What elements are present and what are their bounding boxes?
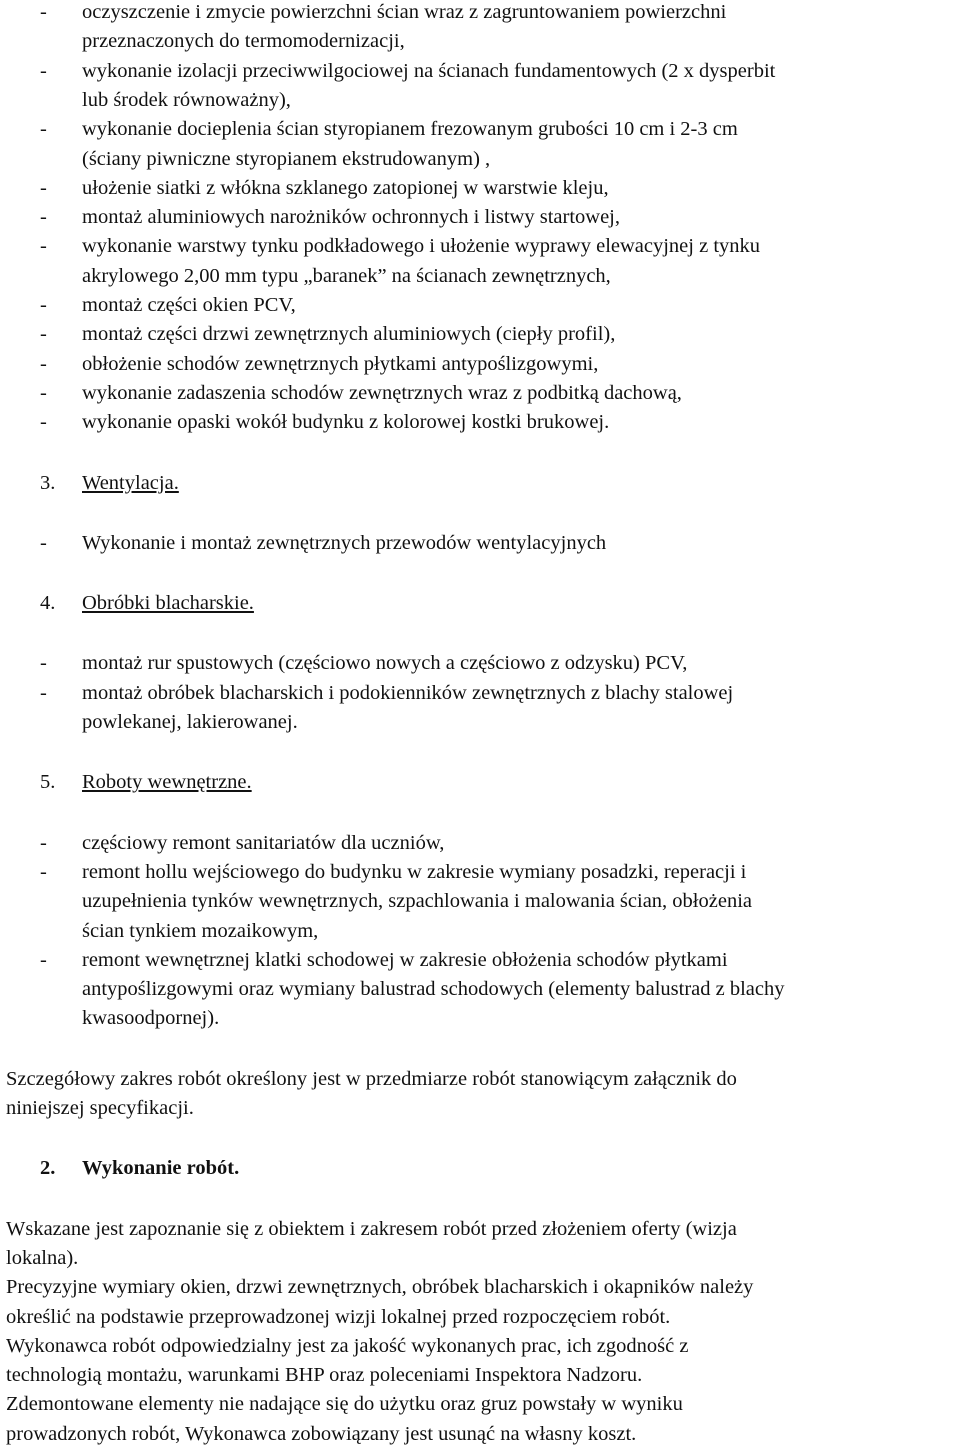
paragraph-line: Precyzyjne wymiary okien, drzwi zewnętrznych, obróbek blacharskich i okapników należy xyxy=(6,1276,754,1299)
bullet-line: częściowy remont sanitariatów dla uczniów, xyxy=(82,831,445,854)
paragraph-line: technologią montażu, warunkami BHP oraz poleceniami Inspektora Nadzoru. xyxy=(6,1364,643,1387)
bullet-line: wykonanie zadaszenia schodów zewnętrznych wraz z podbitką dachową, xyxy=(82,381,682,404)
bullet-line: wykonanie izolacji przeciwwilgociowej na ścianach fundamentowych (2 x dysperbit xyxy=(82,59,776,82)
bullet-dash: - xyxy=(40,831,47,854)
chapter-heading: Wykonanie robót. xyxy=(82,1157,240,1180)
bullet-line: powlekanej, lakierowanej. xyxy=(82,711,298,733)
section-number: 3. xyxy=(40,471,56,494)
bullet-dash: - xyxy=(40,531,47,554)
paragraph-line: Szczegółowy zakres robót określony jest w przedmiarze robót stanowiącym załącznik do xyxy=(6,1067,737,1090)
bullet-line: obłożenie schodów zewnętrznych płytkami antypoślizgowymi, xyxy=(82,352,599,375)
bullet-dash: - xyxy=(40,681,47,704)
bullet-dash: - xyxy=(40,206,47,229)
bullet-line: ułożenie siatki z włókna szklanego zatopionej w warstwie kleju, xyxy=(82,176,609,199)
paragraph-line: Zdemontowane elementy nie nadające się do użytku oraz gruz powstały w wyniku xyxy=(6,1393,683,1416)
paragraph-line: Wskazane jest zapoznanie się z obiektem i zakresem robót przed złożeniem oferty (wizja xyxy=(6,1217,737,1240)
bullet-line: wykonanie warstwy tynku podkładowego i ułożenie wyprawy elewacyjnej z tynku xyxy=(82,235,761,258)
bullet-dash: - xyxy=(40,652,47,675)
bullet-dash: - xyxy=(40,176,47,199)
bullet-dash: - xyxy=(40,294,47,316)
bullet-line: remont wewnętrznej klatki schodowej w zakresie obłożenia schodów płytkami xyxy=(82,948,728,971)
bullet-line: montaż części okien PCV, xyxy=(82,294,296,316)
bullet-dash: - xyxy=(40,948,47,971)
bullet-dash: - xyxy=(40,860,47,883)
bullet-line: (ściany piwniczne styropianem ekstrudowanym) , xyxy=(82,147,491,170)
bullet-line: lub środek równoważny), xyxy=(82,88,291,111)
bullet-line: montaż obróbek blacharskich i podokienników zewnętrznych z blachy stalowej xyxy=(82,681,734,704)
bullet-line: montaż części drzwi zewnętrznych aluminiowych (ciepły profil), xyxy=(82,323,616,346)
paragraph-line: Wykonawca robót odpowiedzialny jest za jakość wykonanych prac, ich zgodność z xyxy=(6,1334,689,1357)
bullet-line: kwasoodpornej). xyxy=(82,1007,220,1030)
bullet-line: wykonanie opaski wokół budynku z kolorowej kostki brukowej. xyxy=(82,411,610,434)
bullet-line: montaż rur spustowych (częściowo nowych a częściowo z odzysku) PCV, xyxy=(82,652,688,675)
bullet-line: przeznaczonych do termomodernizacji, xyxy=(82,30,405,53)
bullet-line: uzupełnienia tynków wewnętrznych, szpachlowania i malowania ścian, obłożenia xyxy=(82,890,752,913)
paragraph-line: określić na podstawie przeprowadzonej wizji lokalnej przed rozpoczęciem robót. xyxy=(6,1305,671,1328)
bullet-dash: - xyxy=(40,323,47,346)
bullet-line: akrylowego 2,00 mm typu „baranek” na ścianach zewnętrznych, xyxy=(82,264,611,287)
section-heading: Obróbki blacharskie. xyxy=(82,592,254,615)
section-number: 5. xyxy=(40,771,56,794)
bullet-dash: - xyxy=(40,352,47,375)
paragraph-line: niniejszej specyfikacji. xyxy=(6,1097,194,1119)
bullet-dash: - xyxy=(40,1,47,23)
bullet-line: Wykonanie i montaż zewnętrznych przewodów wentylacyjnych xyxy=(82,531,607,554)
bullet-dash: - xyxy=(40,411,47,434)
bullet-line: antypoślizgowymi oraz wymiany balustrad schodowych (elementy balustrad z blachy xyxy=(82,978,785,1001)
bullet-dash: - xyxy=(40,59,47,82)
bullet-line: montaż aluminiowych narożników ochronnych i listwy startowej, xyxy=(82,206,621,229)
section-heading: Wentylacja. xyxy=(82,471,179,494)
chapter-number: 2. xyxy=(40,1157,56,1180)
bullet-dash: - xyxy=(40,118,47,141)
bullet-dash: - xyxy=(40,235,47,258)
paragraph-line: prowadzonych robót, Wykonawca zobowiązany jest usunąć na własny koszt. xyxy=(6,1422,637,1445)
paragraph-line: lokalna). xyxy=(6,1246,79,1269)
bullet-dash: - xyxy=(40,381,47,404)
section-number: 4. xyxy=(40,592,56,615)
section-heading: Roboty wewnętrzne. xyxy=(82,771,252,794)
bullet-line: remont hollu wejściowego do budynku w zakresie wymiany posadzki, reperacji i xyxy=(82,860,747,883)
bullet-line: ścian tynkiem mozaikowym, xyxy=(82,919,319,942)
bullet-line: wykonanie docieplenia ścian styropianem frezowanym grubości 10 cm i 2-3 cm xyxy=(82,118,738,141)
bullet-line: oczyszczenie i zmycie powierzchni ścian wraz z zagruntowaniem powierzchni xyxy=(82,1,727,23)
